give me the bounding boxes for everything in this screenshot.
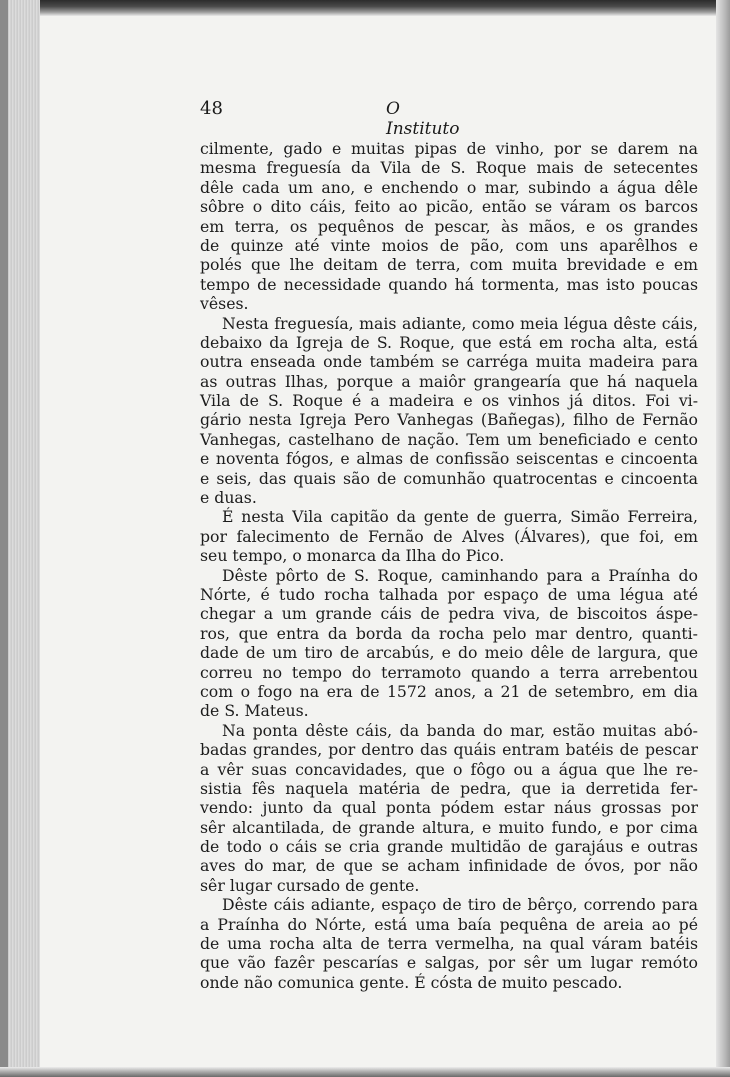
text-line: sôbre o dito cáis, feito ao picão, então se váram os barcos xyxy=(200,197,698,217)
text-line: aves do mar, de que se acham infinidade de óvos, por não xyxy=(200,856,698,876)
text-line: de quinze até vinte moios de pão, com uns aparêlhos e xyxy=(200,235,698,255)
running-header xyxy=(200,98,476,139)
binding-shadow xyxy=(0,0,8,1077)
text-line: Nesta freguesía, mais adiante, como meia légua dêste cáis, xyxy=(222,313,698,333)
text-line: correu no tempo do terramoto quando a terra arrebentou xyxy=(200,662,698,682)
text-line: que vão fazêr pescarías e salgas, por sêr um lugar remóto xyxy=(200,953,698,973)
text-line: seu tempo, o monarca da Ilha do Pico. xyxy=(200,546,505,566)
page-right-edge xyxy=(716,0,730,1077)
text-line: sêr lugar cursado de gente. xyxy=(200,875,420,895)
text-line: Dêste cáis adiante, espaço de tiro de bêrço, correndo para xyxy=(222,895,698,915)
body-text xyxy=(200,139,698,992)
text-line: com o fogo na era de 1572 anos, a 21 de setembro, em dia xyxy=(200,681,698,701)
text-line: Na ponta dêste cáis, da banda do mar, estão muitas abó- xyxy=(222,720,698,740)
text-line: e duas. xyxy=(200,488,257,508)
text-line: sêr alcantilada, de grande altura, e muito fundo, e por cima xyxy=(200,817,698,837)
text-line: gário nesta Igreja Pero Vanhegas (Bañegas), filho de Fernão xyxy=(200,410,698,430)
text-line: É nesta Vila capitão da gente de guerra, Simão Ferreira, xyxy=(222,507,698,527)
text-line: de uma rocha alta de terra vermelha, na qual váram batéis xyxy=(200,934,698,954)
text-line: de S. Mateus. xyxy=(200,701,309,721)
text-line: badas grandes, por dentro das quáis entram batéis de pescar xyxy=(200,740,698,760)
text-line: Dêste pôrto de S. Roque, caminhando para a Praínha do xyxy=(222,565,698,585)
text-line: polés que lhe deitam de terra, com muita brevidade e em xyxy=(200,255,698,275)
text-line: vêses. xyxy=(200,294,249,314)
text-line: outra enseada onde também se carréga muita madeira para xyxy=(200,352,698,372)
text-line: Nórte, é tudo rocha talhada por espaço de uma légua até xyxy=(200,584,698,604)
running-title: O Instituto xyxy=(386,99,460,139)
text-line: cilmente, gado e muitas pipas de vinho, por se darem na xyxy=(200,139,698,158)
text-line: onde não comunica gente. É cósta de muito pescado. xyxy=(200,972,623,992)
text-line: por falecimento de Fernão de Alves (Álvares), que foi, em xyxy=(200,526,698,546)
text-line: mesma freguesía da Vila de S. Roque mais de setecentes xyxy=(200,158,698,178)
text-line: e seis, das quais são de comunhão quatrocentas e cincoenta xyxy=(200,468,698,488)
text-line: vendo: junto da qual ponta pódem estar náus grossas por xyxy=(200,798,698,818)
text-line: a vêr suas concavidades, que o fôgo ou a água que lhe re- xyxy=(200,759,698,779)
text-line: Vila de S. Roque é a madeira e os vinhos já ditos. Foi vi- xyxy=(200,391,698,411)
text-line: as outras Ilhas, porque a maiôr grangearía que há naquela xyxy=(200,371,698,391)
text-line: a Praínha do Nórte, está uma baía pequêna de areia ao pé xyxy=(200,914,698,934)
text-line: ros, que entra da borda da rocha pelo mar dentro, quanti- xyxy=(200,623,698,643)
page-number: 48 xyxy=(200,98,223,119)
page-bottom-edge xyxy=(0,1067,730,1077)
text-line: de todo o cáis se cria grande multidão de garajáus e outras xyxy=(200,837,698,857)
text-line: dêle cada um ano, e enchendo o mar, subindo a água dêle xyxy=(200,177,698,197)
text-line: sistia fês naquela matéria de pedra, que ia derretida fer- xyxy=(200,778,698,798)
text-line: debaixo da Igreja de S. Roque, que está em rocha alta, está xyxy=(200,332,698,352)
text-line: em terra, os pequênos de pescar, às mãos, e os grandes xyxy=(200,216,698,236)
text-line: tempo de necessidade quando há tormenta, mas isto poucas xyxy=(200,274,698,294)
text-line: e noventa fógos, e almas de confissão seiscentas e cincoenta xyxy=(200,449,698,469)
page-top-edge xyxy=(0,0,730,16)
text-line: chegar a um grande cáis de pedra viva, de biscoitos áspe- xyxy=(200,604,698,624)
text-line: dade de um tiro de arcabús, e do meio dêle de largura, que xyxy=(200,643,698,663)
text-line: Vanhegas, castelhano de nação. Tem um beneficiado e cento xyxy=(200,429,698,449)
